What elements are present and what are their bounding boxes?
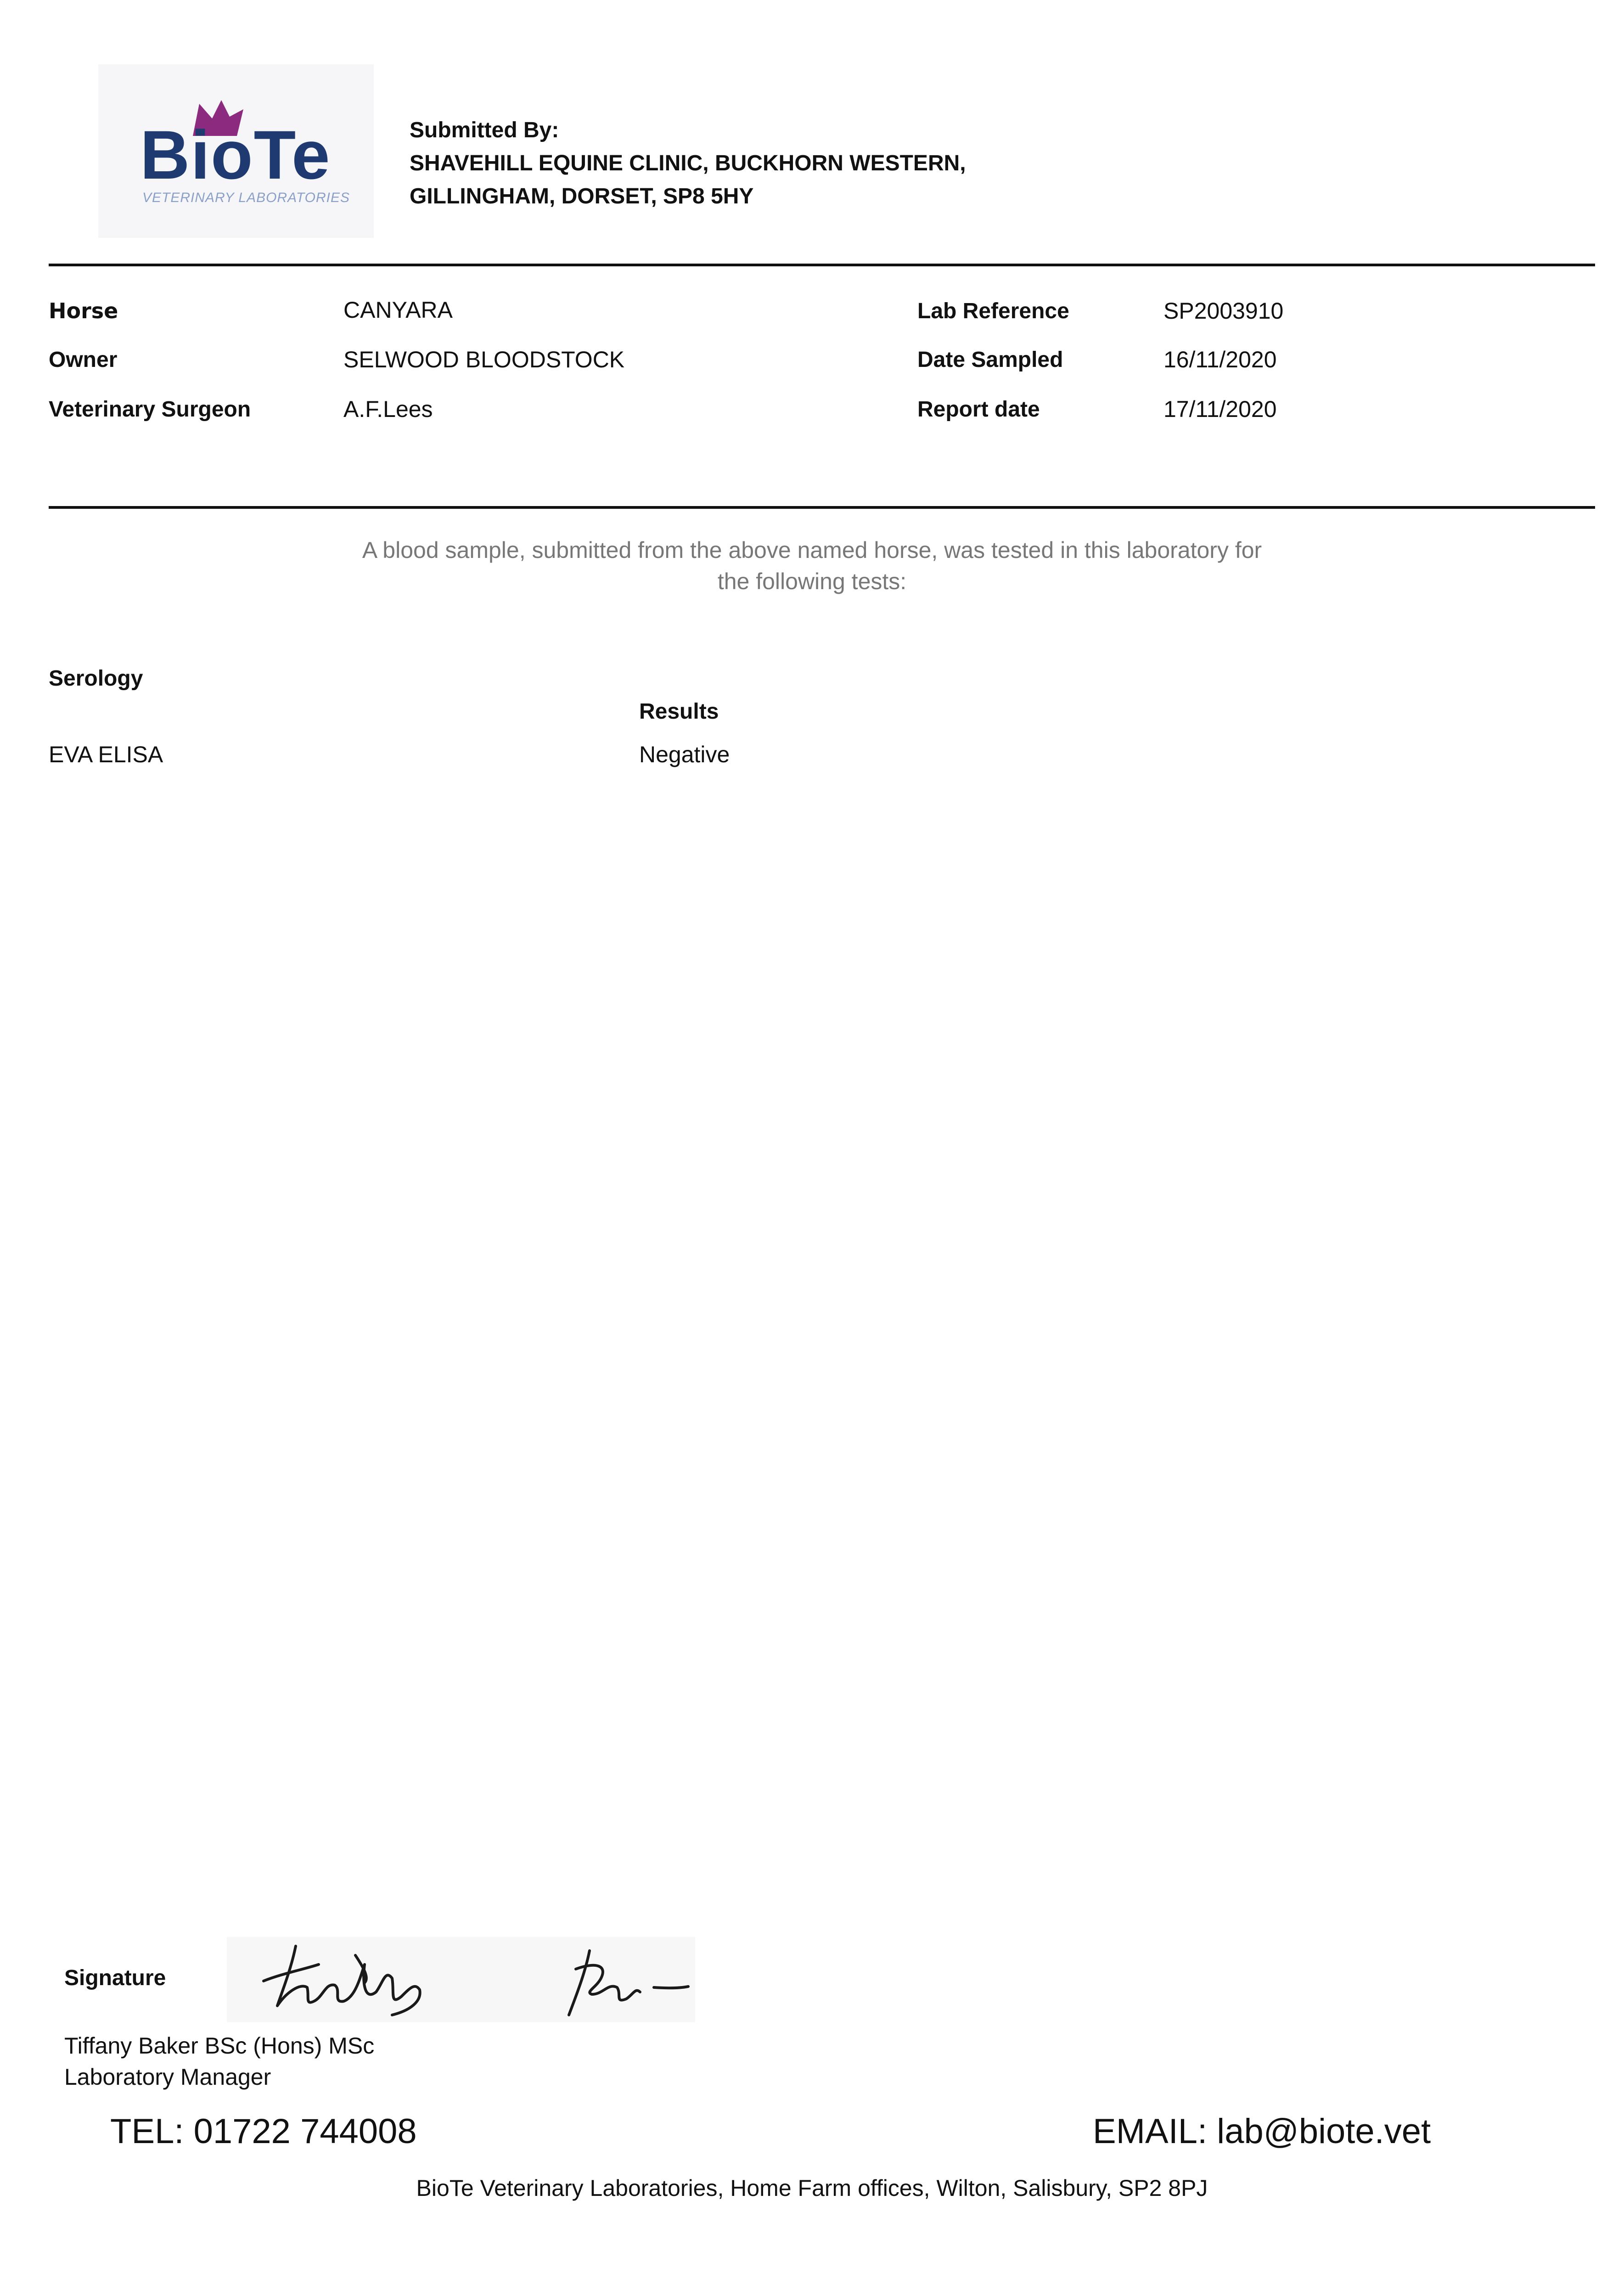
date-sampled-value: 16/11/2020 [1163, 347, 1277, 372]
submitted-by-line2: GILLINGHAM, DORSET, SP8 5HY [410, 184, 754, 208]
owner-label: Owner [49, 348, 118, 372]
intro-text [0, 535, 1624, 597]
signatory-name: Tiffany Baker BSc (Hons) MSc [64, 2033, 375, 2059]
vet-value: A.F.Lees [343, 396, 433, 422]
signatory-role: Laboratory Manager [64, 2064, 271, 2090]
details-divider [49, 506, 1595, 509]
lab-reference-value: SP2003910 [1163, 298, 1284, 324]
report-date-label: Report date [917, 397, 1040, 422]
owner-value: SELWOOD BLOODSTOCK [343, 347, 625, 372]
footer-email: EMAIL: lab@biote.vet [1093, 2112, 1431, 2151]
header-divider [49, 264, 1595, 266]
intro-line1: A blood sample, submitted from the above named horse, was tested in this laboratory for [362, 537, 1262, 563]
submitted-by-line1: SHAVEHILL EQUINE CLINIC, BUCKHORN WESTERN, [410, 151, 966, 175]
date-sampled-label: Date Sampled [917, 348, 1063, 372]
horse-value: CANYARA [343, 297, 453, 323]
footer-address: BioTe Veterinary Laboratories, Home Farm offices, Wilton, Salisbury, SP2 8PJ [416, 2175, 1208, 2201]
test-result: Negative [639, 742, 730, 767]
results-header: Results [639, 699, 719, 724]
logo-brand: BioTe [140, 116, 331, 193]
footer-tel: TEL: 01722 744008 [110, 2112, 417, 2151]
logo-subtitle: VETERINARY LABORATORIES [142, 190, 350, 205]
section-heading: Serology [49, 666, 143, 691]
horse-label: Horse [49, 298, 118, 323]
submitted-by-label: Submitted By: [410, 118, 559, 142]
lab-reference-label: Lab Reference [917, 299, 1069, 323]
signature-image [227, 1937, 695, 2022]
report-date-value: 17/11/2020 [1163, 396, 1277, 422]
vet-label: Veterinary Surgeon [49, 397, 251, 422]
intro-line2: the following tests: [717, 568, 907, 594]
signature-label: Signature [64, 1966, 166, 1990]
test-name: EVA ELISA [49, 742, 163, 767]
